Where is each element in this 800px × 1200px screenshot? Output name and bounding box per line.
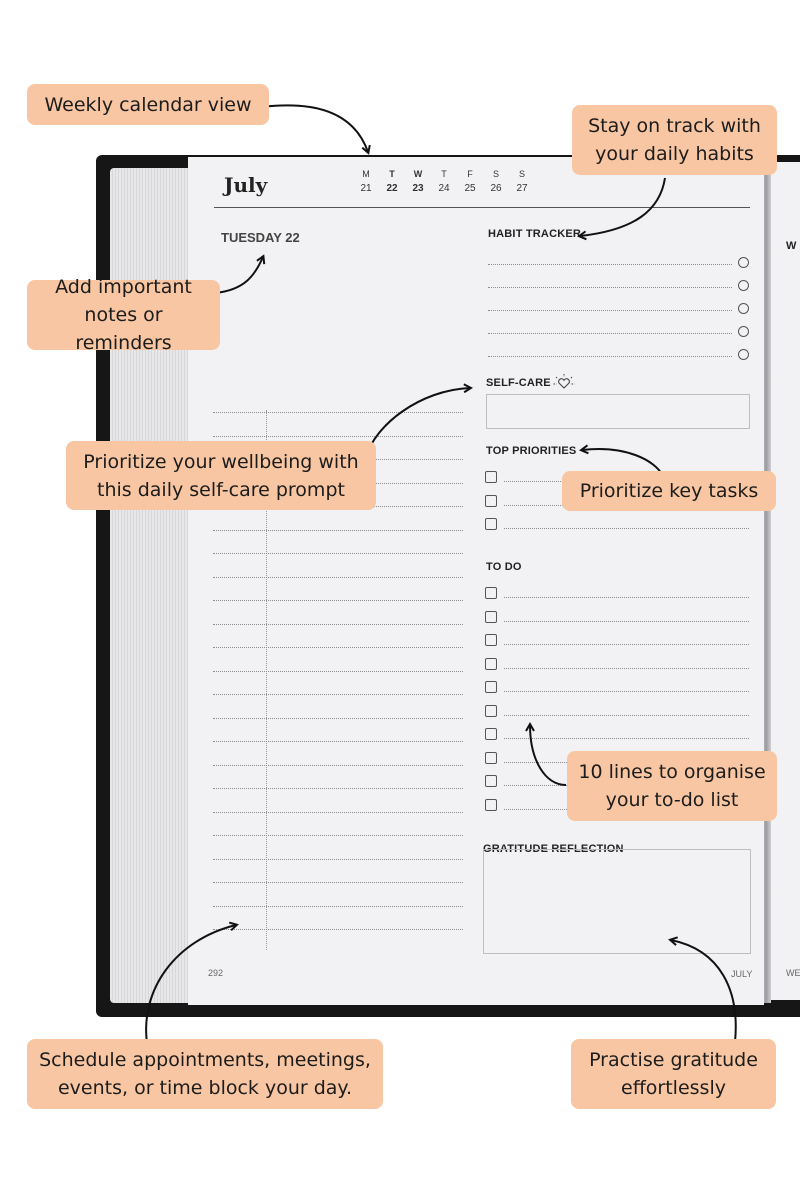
habit-checkbox	[738, 280, 749, 291]
week-day-thu[interactable]: T 24	[438, 169, 450, 194]
callout-notes-reminders: Add important notes or reminders	[27, 280, 220, 350]
header-divider	[214, 207, 750, 208]
callout-self-care: Prioritize your wellbeing with this daily self-care prompt	[66, 441, 376, 510]
top-priorities-heading: TOP PRIORITIES	[486, 445, 577, 457]
week-day-wed[interactable]: W 23	[412, 169, 424, 194]
priority-line	[504, 528, 749, 529]
todo-checkbox	[485, 658, 497, 670]
next-page-heading: W	[786, 240, 797, 252]
next-page-footer: WE	[786, 968, 800, 978]
todo-checkbox	[485, 705, 497, 717]
schedule-line	[213, 882, 463, 883]
todo-checkbox	[485, 587, 497, 599]
planner-page	[188, 157, 764, 1005]
callout-gratitude: Practise gratitude effortlessly	[571, 1039, 776, 1109]
schedule-line	[213, 859, 463, 860]
priority-checkbox	[485, 495, 497, 507]
gratitude-box[interactable]	[483, 849, 751, 954]
schedule-line	[213, 530, 463, 531]
habit-tracker-heading: HABIT TRACKER	[488, 228, 582, 240]
day-title: TUESDAY 22	[221, 230, 300, 245]
todo-line	[504, 738, 749, 739]
schedule-line	[213, 600, 463, 601]
habit-line	[488, 356, 732, 357]
schedule-line	[213, 788, 463, 789]
habit-checkbox	[738, 326, 749, 337]
habit-line	[488, 333, 732, 334]
week-strip	[353, 169, 553, 199]
schedule-line	[213, 647, 463, 648]
week-day-tue[interactable]: T 22	[386, 169, 398, 194]
callout-schedule: Schedule appointments, meetings, events, or time block your day.	[27, 1039, 383, 1109]
schedule-line	[213, 718, 463, 719]
arrow-weekly	[262, 105, 368, 152]
todo-checkbox	[485, 752, 497, 764]
habit-line	[488, 264, 732, 265]
week-day-sat[interactable]: S 26	[490, 169, 502, 194]
todo-checkbox	[485, 634, 497, 646]
habit-checkbox	[738, 257, 749, 268]
footer-month: JULY	[731, 969, 753, 979]
gratitude-heading: GRATITUDE REFLECTION	[483, 843, 624, 855]
habit-line	[488, 310, 732, 311]
to-do-heading: TO DO	[486, 561, 522, 573]
todo-line	[504, 597, 749, 598]
week-day-mon[interactable]: M 21	[360, 169, 372, 194]
schedule-line	[213, 929, 463, 930]
next-page	[770, 162, 800, 1000]
schedule-line	[213, 577, 463, 578]
page-number: 292	[208, 968, 224, 978]
todo-checkbox	[485, 775, 497, 787]
self-care-heading: SELF-CARE	[486, 377, 551, 389]
callout-todo-lines: 10 lines to organise your to-do list	[567, 751, 777, 821]
schedule-line	[213, 671, 463, 672]
todo-line	[504, 621, 749, 622]
todo-checkbox	[485, 728, 497, 740]
schedule-line	[213, 741, 463, 742]
schedule-line	[213, 906, 463, 907]
schedule-line	[213, 412, 463, 413]
todo-line	[504, 691, 749, 692]
schedule-line	[213, 436, 463, 437]
habit-checkbox	[738, 349, 749, 360]
callout-weekly-calendar: Weekly calendar view	[27, 84, 269, 125]
todo-checkbox	[485, 799, 497, 811]
todo-checkbox	[485, 681, 497, 693]
callout-daily-habits: Stay on track with your daily habits	[572, 105, 777, 175]
schedule-line	[213, 835, 463, 836]
self-care-box[interactable]	[486, 394, 750, 429]
habit-checkbox	[738, 303, 749, 314]
schedule-line	[213, 624, 463, 625]
heart-sun-icon	[553, 373, 575, 393]
schedule-line	[213, 765, 463, 766]
todo-line	[504, 715, 749, 716]
todo-line	[504, 644, 749, 645]
callout-key-tasks: Prioritize key tasks	[562, 471, 776, 511]
priority-checkbox	[485, 518, 497, 530]
todo-line	[504, 668, 749, 669]
month-title: July	[224, 173, 268, 197]
schedule-line	[213, 694, 463, 695]
priority-checkbox	[485, 471, 497, 483]
week-day-fri[interactable]: F 25	[464, 169, 476, 194]
schedule-line	[213, 553, 463, 554]
week-day-sun[interactable]: S 27	[516, 169, 528, 194]
schedule-line	[213, 812, 463, 813]
habit-line	[488, 287, 732, 288]
todo-checkbox	[485, 611, 497, 623]
